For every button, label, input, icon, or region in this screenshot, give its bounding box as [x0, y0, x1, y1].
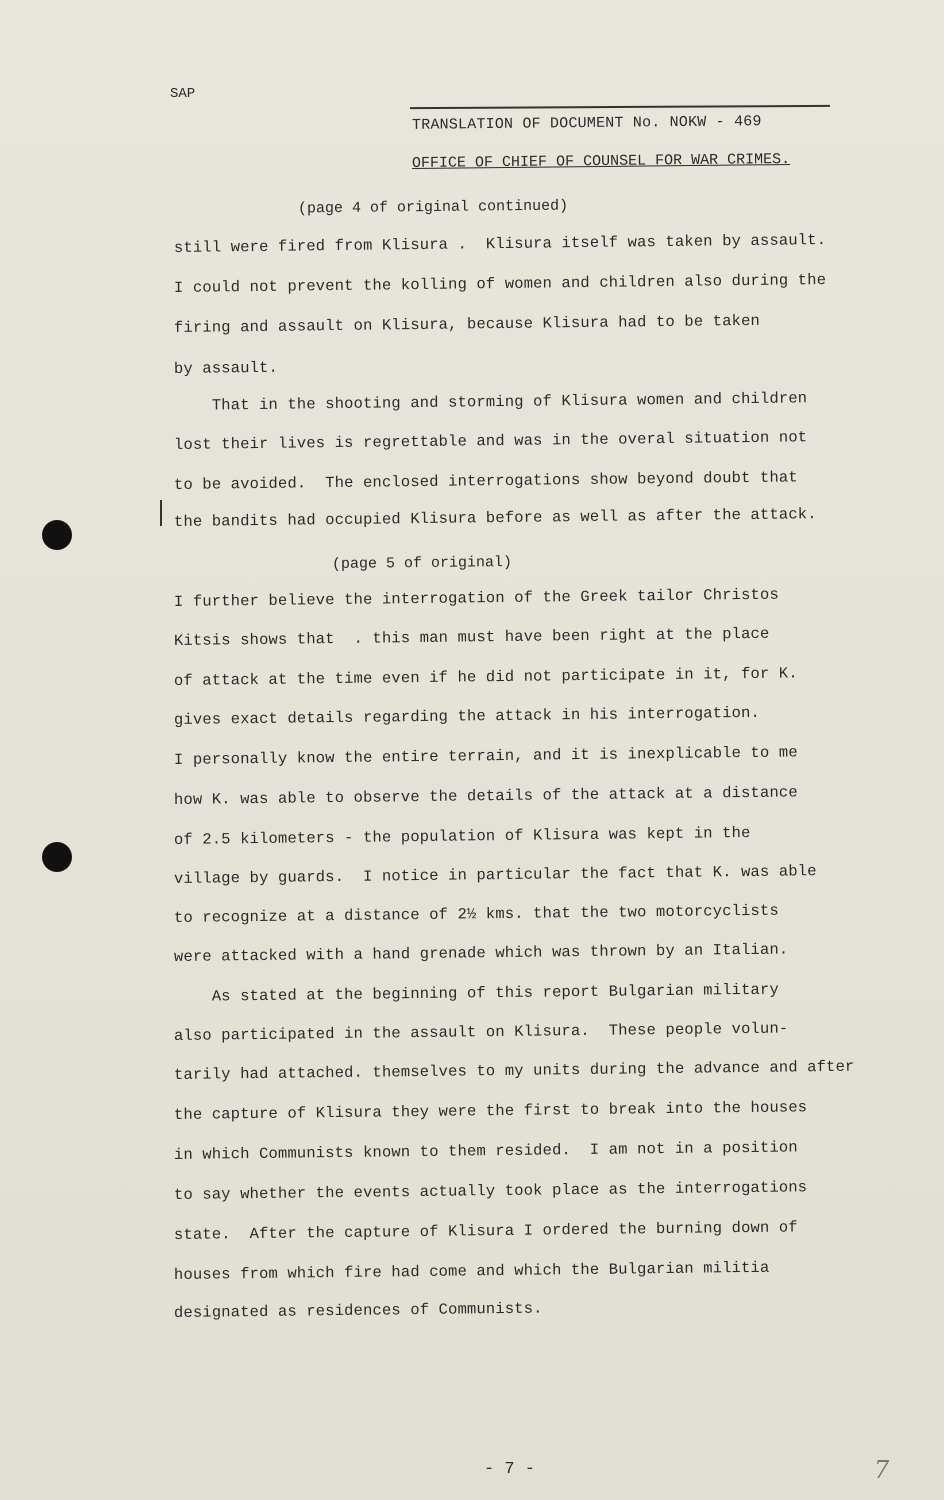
page-note: (page 5 of original) — [331, 554, 513, 573]
margin-mark — [160, 500, 162, 526]
text-line: to say whether the events actually took place as the interrogations — [173, 1178, 808, 1204]
text-line: tarily had attached. themselves to my units during the advance and after — [173, 1057, 855, 1084]
text-line: houses from which fire had come and which the Bulgarian militia — [173, 1258, 770, 1284]
text-line: the capture of Klisura they were the first to break into the houses — [173, 1098, 808, 1124]
text-line: I further believe the interrogation of the Greek tailor Christos — [173, 585, 779, 611]
text-line: were attacked with a hand grenade which was thrown by an Italian. — [173, 940, 789, 966]
page-number: - 7 - — [484, 1460, 536, 1479]
handwritten-page-number: 7 — [874, 1456, 890, 1484]
text-line: of attack at the time even if he did not participate in it, for K. — [173, 664, 798, 690]
office-heading: OFFICE OF CHIEF OF COUNSEL FOR WAR CRIMES. — [411, 151, 791, 172]
document-title: TRANSLATION OF DOCUMENT No. NOKW - 469 — [411, 113, 762, 134]
text-line: village by guards. I notice in particular the fact that K. was able — [173, 862, 817, 888]
text-line: of 2.5 kilometers - the population of Klisura was kept in the — [173, 823, 751, 849]
punch-hole — [42, 842, 72, 872]
page-note: (page 4 of original continued) — [297, 197, 569, 218]
initials: SAP — [170, 86, 196, 102]
text-line: how K. was able to observe the details of the attack at a distance — [173, 783, 798, 809]
text-line: gives exact details regarding the attack in his interrogation. — [173, 703, 761, 729]
text-line: in which Communists known to them resided. I am not in a position — [173, 1138, 798, 1164]
punch-hole — [42, 520, 72, 550]
text-line: firing and assault on Klisura, because Klisura had to be taken — [173, 311, 761, 337]
text-line: That in the shooting and storming of Klisura women and children — [173, 389, 808, 415]
text-line: to recognize at a distance of 2½ kms. that the two motorcyclists — [173, 901, 779, 927]
text-line: lost their lives is regrettable and was in the overal situation not — [173, 428, 808, 454]
text-line: state. After the capture of Klisura I ordered the burning down of — [173, 1218, 798, 1244]
text-line: by assault. — [173, 358, 279, 378]
text-line: designated as residences of Communists. — [173, 1299, 543, 1322]
text-line: to be avoided. The enclosed interrogations show beyond doubt that — [173, 468, 798, 494]
text-line: still were fired from Klisura . Klisura itself was taken by assault. — [173, 231, 827, 257]
text-line: I personally know the entire terrain, and it is inexplicable to me — [173, 743, 798, 769]
text-line: also participated in the assault on Klisura. These people volun- — [173, 1019, 789, 1045]
text-line: Kitsis shows that . this man must have been right at the place — [173, 624, 770, 650]
text-line: As stated at the beginning of this report Bulgarian military — [173, 980, 779, 1006]
header-rule — [410, 105, 830, 109]
text-line: the bandits had occupied Klisura before as well as after the attack. — [173, 505, 817, 531]
text-line: I could not prevent the kolling of women and children also during the — [173, 271, 827, 297]
